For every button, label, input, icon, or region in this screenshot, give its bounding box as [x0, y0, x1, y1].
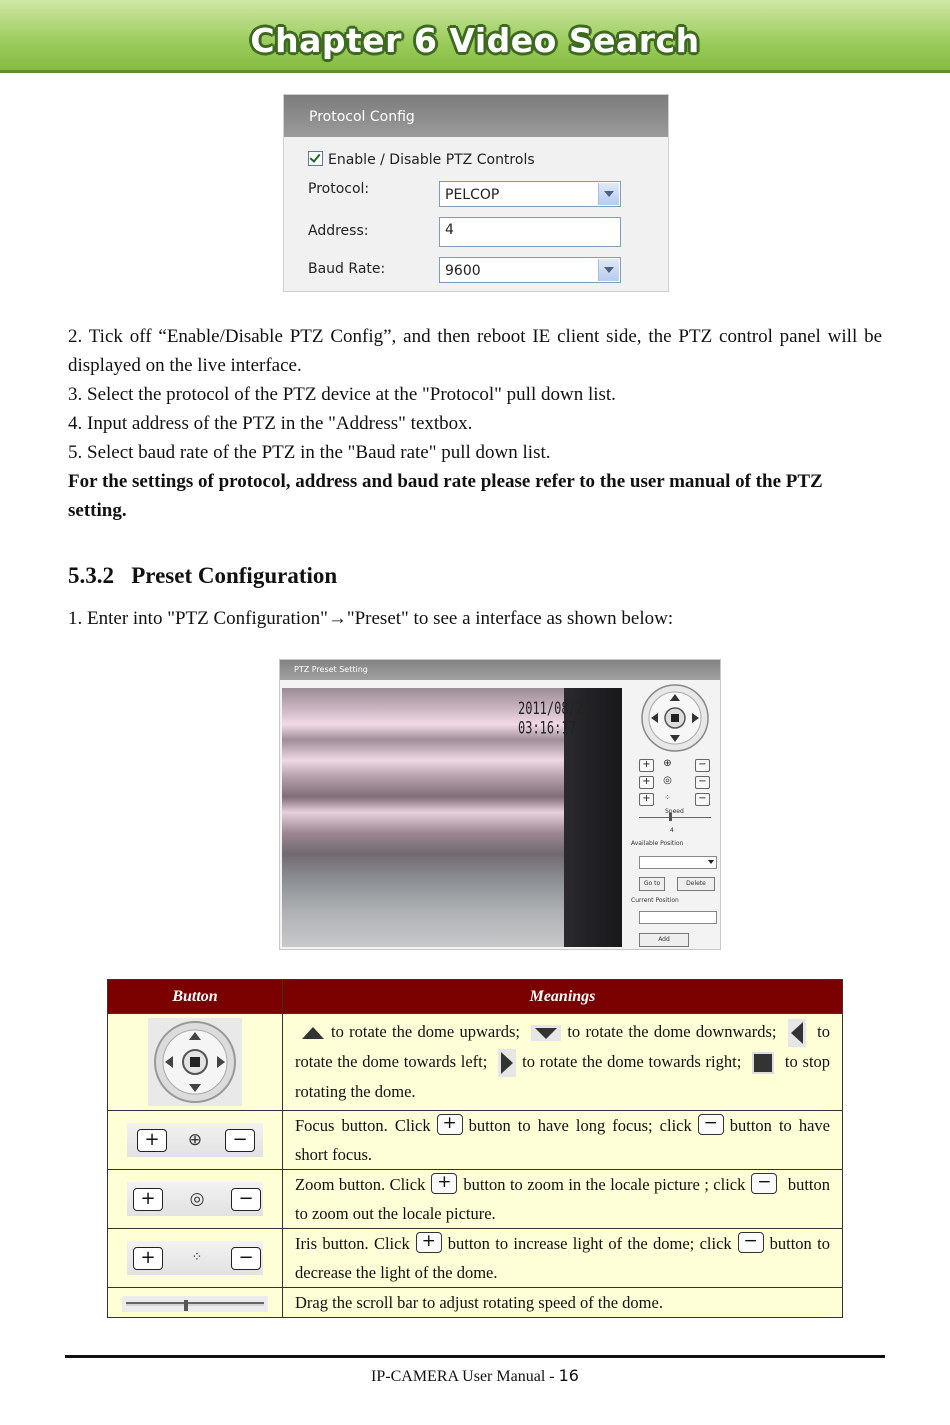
page-footer: [0, 1366, 950, 1386]
section-heading: [68, 563, 337, 589]
address-input-value: 4: [445, 222, 454, 238]
section-number: 5.3.2: [68, 563, 114, 588]
step-2-text: 2. Tick off “Enable/Disable PTZ Config”, and then reboot IE client side, the PTZ control panel will be displayed on the live interface.: [68, 326, 882, 376]
focus-meaning: [283, 1111, 843, 1170]
rotate-down-text: to rotate the dome downwards;: [567, 1021, 777, 1041]
zoom-text-1: Zoom button. Click: [295, 1175, 426, 1194]
zoom-plus-button[interactable]: +: [639, 776, 654, 789]
goto-button[interactable]: Go to: [639, 877, 665, 891]
chevron-down-icon: [708, 860, 714, 864]
page-number: 16: [558, 1366, 579, 1385]
available-position-select[interactable]: [639, 856, 717, 869]
section-title: Preset Configuration: [131, 563, 338, 588]
zoom-buttons-cell: [108, 1170, 283, 1229]
zoom-text-2: button to zoom in the locale picture ; click: [463, 1175, 746, 1194]
focus-icon: ⊕: [663, 758, 672, 769]
speed-meaning: Drag the scroll bar to adjust rotating speed of the dome.: [283, 1288, 843, 1318]
plus-icon: +: [431, 1173, 457, 1194]
minus-icon: −: [751, 1173, 777, 1194]
focus-text-3: button to have short focus.: [295, 1116, 830, 1164]
rotate-up-text: to rotate the dome upwards;: [331, 1021, 521, 1041]
iris-buttons-cell: [108, 1229, 283, 1288]
iris-icon: ⁘: [191, 1250, 203, 1265]
zoom-icon: ◎: [189, 1189, 205, 1209]
preset-intro-b: "Preset" to see a interface as shown below:: [346, 608, 674, 629]
direction-pad-cell: [108, 1014, 283, 1111]
live-video: [282, 688, 622, 947]
step-3-text: 3. Select the protocol of the PTZ device at the "Protocol" pull down list.: [68, 384, 616, 405]
arrow-down-icon: [531, 1025, 561, 1041]
available-position-label: Available Position: [631, 840, 684, 847]
zoom-minus-button[interactable]: −: [695, 776, 710, 789]
plus-icon: +: [133, 1188, 163, 1211]
button-meanings-table: [107, 979, 843, 1318]
protocol-label: Protocol:: [308, 181, 370, 197]
preset-intro-a: 1. Enter into "PTZ Configuration": [68, 608, 328, 629]
zoom-buttons: [127, 1182, 263, 1216]
protocol-select-value: PELCOP: [445, 187, 500, 203]
minus-icon: −: [698, 1114, 724, 1135]
settings-note: For the settings of protocol, address and baud rate please refer to the user manual of the PTZ setting.: [68, 471, 823, 521]
table-header-row: [108, 980, 843, 1014]
iris-icon: ⁘: [664, 793, 671, 802]
arrow-right-icon: →: [327, 608, 347, 629]
baud-rate-select[interactable]: [439, 257, 621, 283]
step-5-text: 5. Select baud rate of the PTZ in the "Baud rate" pull down list.: [68, 442, 551, 463]
ptz-preset-screenshot: [279, 659, 721, 950]
minus-icon: −: [225, 1129, 255, 1152]
iris-text-2: button to increase light of the dome; click: [447, 1234, 732, 1253]
focus-plus-button[interactable]: +: [639, 759, 654, 772]
enable-ptz-checkbox[interactable]: [308, 151, 323, 166]
step-4-text: 4. Input address of the PTZ in the "Address" textbox.: [68, 413, 473, 434]
protocol-config-panel: [283, 94, 669, 292]
delete-button[interactable]: Delete: [677, 877, 715, 891]
speed-value: 4: [670, 827, 674, 834]
chapter-title: Chapter 6 Video Search: [250, 21, 700, 60]
footer-text: IP-CAMERA User Manual -: [371, 1368, 559, 1385]
stop-icon: [752, 1052, 774, 1074]
current-position-input[interactable]: [639, 911, 717, 924]
protocol-select[interactable]: [439, 181, 621, 207]
zoom-text-3: button to zoom out the locale picture.: [295, 1175, 830, 1223]
ptz-control-side: [625, 682, 718, 947]
address-input[interactable]: [439, 217, 621, 247]
enable-ptz-row[interactable]: [308, 151, 535, 168]
zoom-icon: ◎: [663, 775, 672, 786]
iris-text-1: Iris button. Click: [295, 1234, 410, 1253]
minus-icon: −: [231, 1247, 261, 1270]
zoom-meaning: [283, 1170, 843, 1229]
speed-slider-cell: [108, 1288, 283, 1318]
rotate-right-text: to rotate the dome towards right;: [522, 1052, 742, 1071]
preset-intro: [68, 604, 882, 633]
rotate-left-text: to rotate the dome towards left;: [295, 1021, 831, 1071]
arrow-left-icon: [788, 1019, 806, 1047]
table-row: [108, 1111, 843, 1170]
current-position-label: Current Position: [631, 897, 679, 904]
chevron-down-icon[interactable]: [598, 259, 619, 281]
direction-pad-icon: [148, 1018, 242, 1106]
iris-minus-button[interactable]: −: [695, 793, 710, 806]
focus-icon: ⊕: [187, 1130, 203, 1150]
plus-icon: +: [137, 1129, 167, 1152]
focus-minus-button[interactable]: −: [695, 759, 710, 772]
plus-icon: +: [437, 1114, 463, 1135]
table-row: [108, 1014, 843, 1111]
chapter-banner: [0, 0, 950, 73]
speed-label: Speed: [665, 808, 684, 815]
address-label: Address:: [308, 223, 369, 239]
video-timestamp: 2011/08/24 03:16:17: [518, 698, 591, 738]
focus-text-2: button to have long focus; click: [468, 1116, 692, 1135]
add-button[interactable]: Add: [639, 933, 689, 947]
arrow-right-icon: [498, 1049, 516, 1077]
slider-icon: [122, 1296, 268, 1312]
iris-meaning: [283, 1229, 843, 1288]
stop-rotate-text: to stop rotating the dome.: [295, 1052, 831, 1102]
direction-meaning: [283, 1014, 843, 1111]
protocol-config-title: Protocol Config: [284, 95, 668, 137]
table-row: [108, 1288, 843, 1318]
focus-text-1: Focus button. Click: [295, 1116, 431, 1135]
plus-icon: +: [133, 1247, 163, 1270]
col-button-header: Button: [108, 980, 283, 1014]
chevron-down-icon[interactable]: [598, 183, 619, 205]
baud-rate-select-value: 9600: [445, 263, 481, 279]
table-row: [108, 1170, 843, 1229]
minus-icon: −: [231, 1188, 261, 1211]
focus-buttons-cell: [108, 1111, 283, 1170]
speed-slider[interactable]: [639, 817, 711, 818]
direction-pad-icon[interactable]: [625, 682, 718, 762]
plus-icon: +: [416, 1232, 442, 1253]
arrow-up-icon: [301, 1026, 325, 1040]
minus-icon: −: [738, 1232, 764, 1253]
col-meanings-header: Meanings: [283, 980, 843, 1014]
ptz-preset-title: PTZ Preset Setting: [280, 660, 720, 680]
iris-buttons: [127, 1241, 263, 1275]
table-row: [108, 1229, 843, 1288]
iris-text-3: button to decrease the light of the dome.: [295, 1234, 830, 1282]
iris-plus-button[interactable]: +: [639, 793, 654, 806]
enable-ptz-label: Enable / Disable PTZ Controls: [328, 152, 535, 168]
baud-rate-label: Baud Rate:: [308, 261, 386, 277]
footer-divider: [65, 1355, 885, 1358]
focus-buttons: [127, 1123, 263, 1157]
